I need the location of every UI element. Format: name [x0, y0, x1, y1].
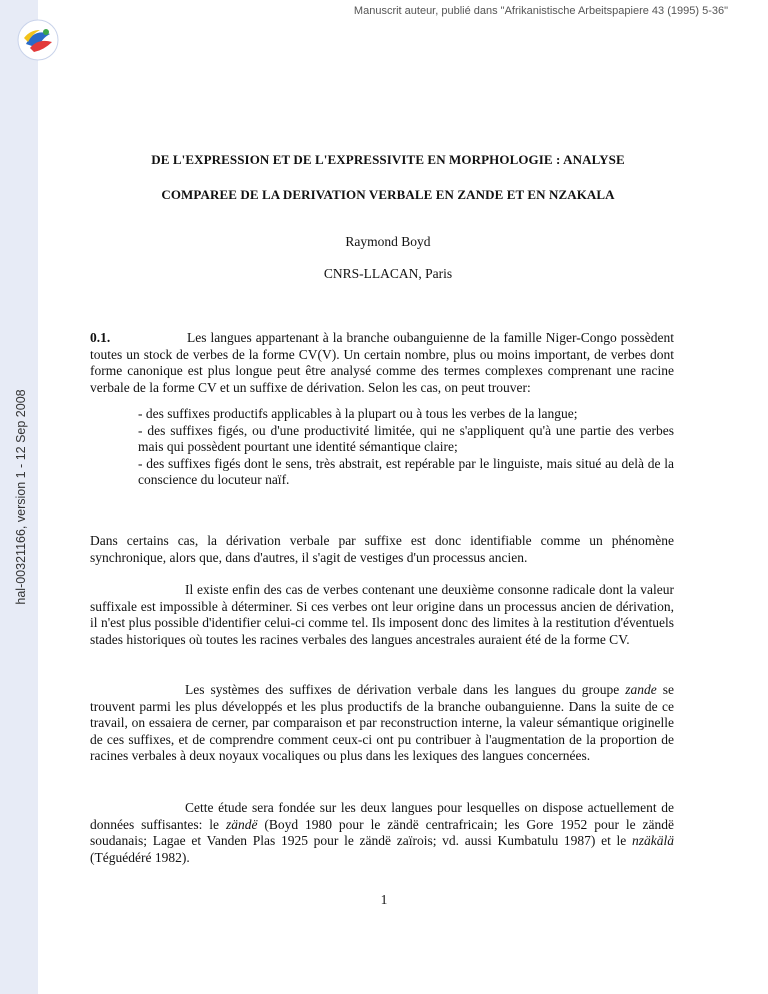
publication-note: Manuscrit auteur, publié dans "Afrikanistische Arbeitspapiere 43 (1995) 5-36" — [353, 5, 728, 17]
hal-sidebar — [0, 0, 38, 994]
title-line-2: COMPAREE DE LA DERIVATION VERBALE EN ZANDE ET EN NZAKALA — [161, 187, 615, 202]
paragraph-4 — [90, 682, 674, 765]
paragraph-5-text-c: (Téguédéré 1982). — [90, 849, 190, 865]
paragraph-5 — [90, 800, 674, 866]
section-number: 0.1. — [90, 330, 111, 345]
paragraph-4-text-a: Les systèmes des suffixes de dérivation verbale dans les langues du groupe — [185, 682, 626, 697]
bullet-list — [138, 406, 674, 489]
title-line-1: DE L'EXPRESSION ET DE L'EXPRESSIVITE EN MORPHOLOGIE : ANALYSE — [151, 152, 625, 167]
author-name: Raymond Boyd — [345, 234, 431, 249]
author-affiliation: CNRS-LLACAN, Paris — [323, 266, 453, 281]
paragraph-2: Dans certains cas, la dérivation verbale par suffixe est donc identifiable comme un phénomène synchronique, alors que, dans d'autres, il s'agit de vestiges d'un processus ancien. — [90, 533, 674, 565]
term-zande-language: zändë — [225, 816, 258, 832]
list-item: - des suffixes figés dont le sens, très abstrait, est repérable par le linguiste, mais situé au delà de la conscience du locuteur naïf. — [138, 455, 674, 488]
list-item: - des suffixes figés, ou d'une productivité limitée, qui ne s'appliquent qu'à une partie des verbes mais qui possèdent pourtant une identité sémantique claire; — [138, 422, 674, 455]
paragraph-1 — [90, 330, 674, 396]
hal-archive-logo — [12, 14, 64, 66]
paragraph-4-text-b: se trouvent parmi les plus développés et les plus productifs de la branche oubanguienne. Dans la suite de ce travail, on essaiera de cerner, par comparaison et par reconstruction interne, la valeur sémantique originelle de ces suffixes, et de comprendre comment ceux-ci ont pu contribuer à l'augmentation de la proportion de racines verbales à deux noyaux vocaliques ou plus dans les lexiques des langues concernées. — [90, 682, 674, 764]
hal-identifier: hal-00321166, version 1 - 12 Sep 2008 — [14, 389, 28, 605]
term-zande: zande — [625, 682, 657, 697]
paragraph-1-text: Les langues appartenant à la branche oubanguienne de la famille Niger-Congo possèdent toutes un stock de verbes de la forme CV(V). Un certain nombre, plus ou moins important, de verbes dont forme canonique est plus longue peut être analysé comme des termes complexes comprenant une racine verbale de la forme CV et un suffixe de dérivation. Selon les cas, on peut trouver: — [90, 330, 674, 395]
list-item: - des suffixes productifs applicables à la plupart ou à tous les verbes de la langue; — [138, 406, 578, 421]
term-nzakala-language: nzäkälä — [632, 833, 674, 849]
paragraph-3: Il existe enfin des cas de verbes contenant une deuxième consonne radicale dont la valeur suffixale est impossible à déterminer. Si ces verbes ont leur origine dans un processus ancien de dérivation, il n'est plus possible d'identifier celui-ci comme tel. Ils imposent donc des limites à la restitution d'éventuels stades historiques où toutes les racines verbales des langues ancestrales auraient été de la forme CV. — [90, 582, 674, 647]
paragraph-5-text-b: (Boyd 1980 pour le zändë centrafricain; les Gore 1952 pour le zändë soudanais; Lagae et Vanden Plas 1925 pour le zändë zaïrois; vd. aussi Kumbatulu 1987) et le — [90, 816, 674, 849]
page-number: 1 — [380, 892, 388, 907]
paragraph-5-text-a: Cette étude sera fondée sur les deux langues pour lesquelles on dispose actuellement de données suffisantes: le — [90, 800, 674, 832]
